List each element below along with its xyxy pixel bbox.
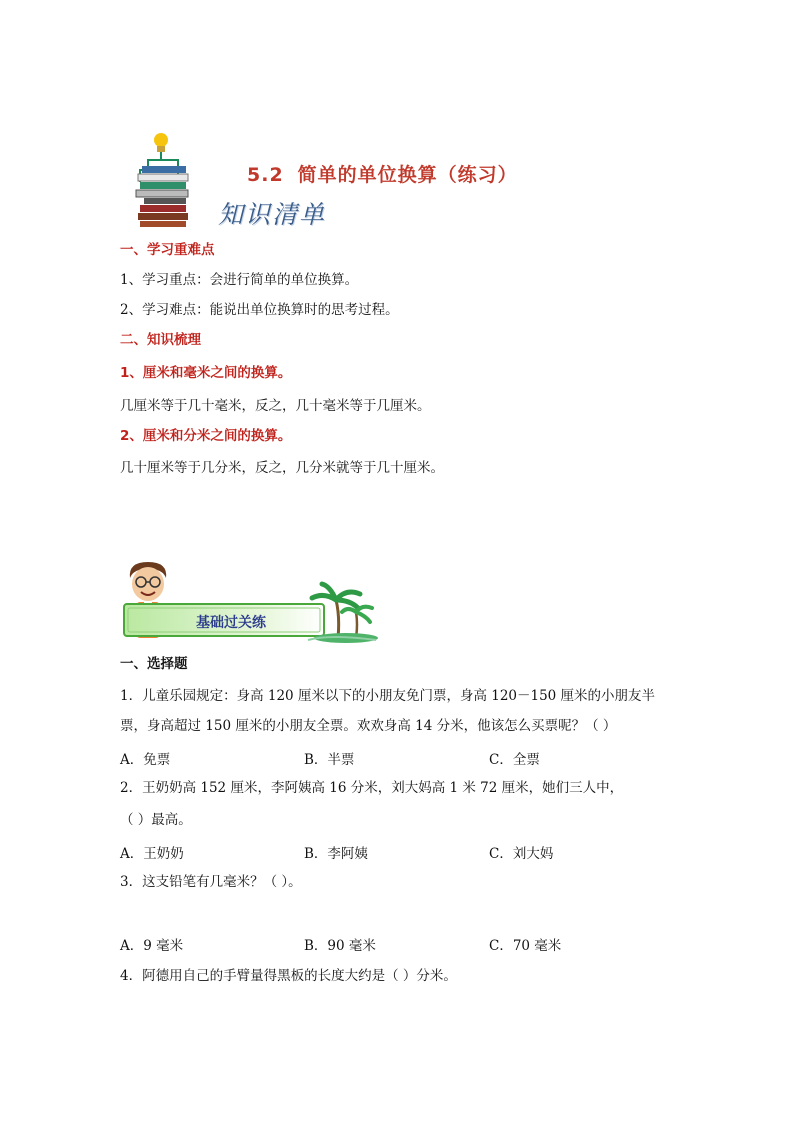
title-text: 简单的单位换算（练习） xyxy=(297,164,518,186)
q1-option-b: B．半票 xyxy=(304,752,355,768)
q1-line2: 票，身高超过 150 厘米的小朋友全票。欢欢身高 14 分米，他该怎么买票呢？（ ） xyxy=(120,718,617,734)
title-number: 5.2 xyxy=(247,164,284,186)
books-lightbulb-icon xyxy=(128,130,200,228)
topic1-text: 几厘米等于几十毫米，反之，几十毫米等于几厘米。 xyxy=(120,398,431,414)
q3-option-a: A．9 毫米 xyxy=(120,938,184,954)
topic1-title: 1、厘米和毫米之间的换算。 xyxy=(120,365,292,381)
practice-banner-text: 基础过关练 xyxy=(196,615,266,631)
difficult-point: 2、学习难点：能说出单位换算时的思考过程。 xyxy=(120,302,399,318)
q2-line1: 2．王奶奶高 152 厘米，李阿姨高 16 分米，刘大妈高 1 米 72 厘米，她们三人中， xyxy=(120,780,624,796)
q2-line2: （ ）最高。 xyxy=(120,812,192,828)
q2-option-c: C．刘大妈 xyxy=(489,846,554,862)
key-point: 1、学习重点：会进行简单的单位换算。 xyxy=(120,272,359,288)
q2-option-b: B．李阿姨 xyxy=(304,846,368,862)
q2-option-a: A．王奶奶 xyxy=(120,846,184,862)
knowledge-banner: 知识清单 xyxy=(218,200,327,229)
q3-option-c: C．70 毫米 xyxy=(489,938,562,954)
topic2-text: 几十厘米等于几分米，反之，几分米就等于几十厘米。 xyxy=(120,460,444,476)
palm-trees-icon xyxy=(300,578,380,644)
q3-option-b: B．90 毫米 xyxy=(304,938,376,954)
choice-section-title: 一、选择题 xyxy=(120,656,188,672)
page-title xyxy=(247,160,518,187)
topic2-title: 2、厘米和分米之间的换算。 xyxy=(120,428,292,444)
q3-line1: 3．这支铅笔有几毫米？（ ）。 xyxy=(120,874,302,890)
q1-option-a: A．免票 xyxy=(120,752,171,768)
q4-line1: 4．阿德用自己的手臂量得黑板的长度大约是（ ）分米。 xyxy=(120,968,457,984)
q1-option-c: C．全票 xyxy=(489,752,540,768)
section2-title: 二、知识梳理 xyxy=(120,332,201,348)
section1-title: 一、学习重难点 xyxy=(120,242,215,258)
q1-line1: 1．儿童乐园规定：身高 120 厘米以下的小朋友免门票，身高 120－150 厘米的小朋友半 xyxy=(120,688,656,704)
